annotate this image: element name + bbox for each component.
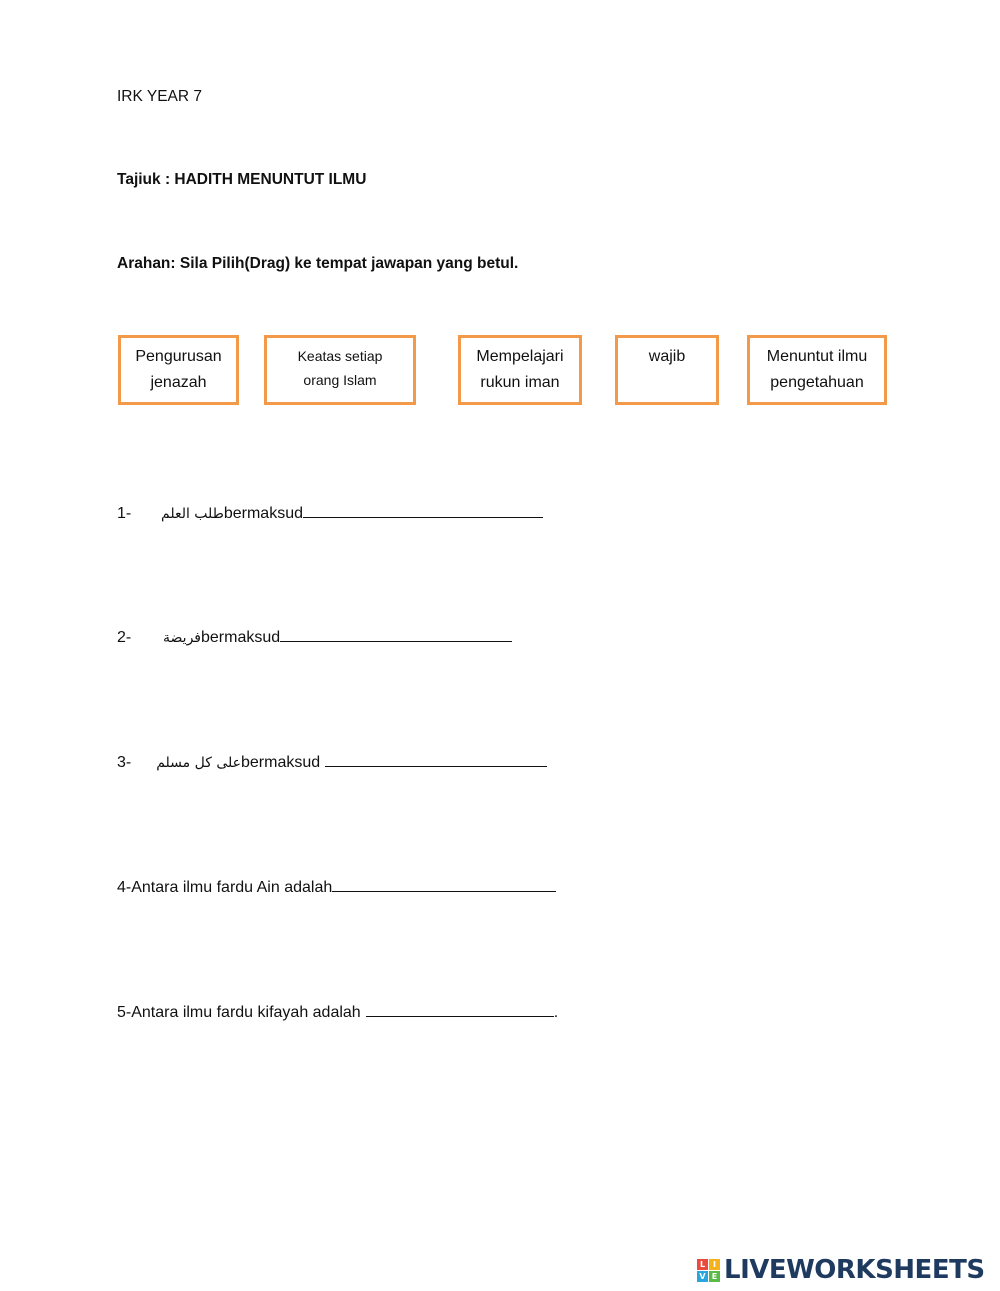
answer-option-line: pengetahuan bbox=[770, 374, 864, 391]
logo-letter: L bbox=[697, 1259, 708, 1270]
question-4 bbox=[117, 875, 556, 898]
answer-blank-3[interactable] bbox=[325, 750, 547, 767]
answer-option-line: Keatas setiap bbox=[297, 348, 383, 364]
answer-option-line: orang Islam bbox=[303, 372, 377, 388]
worksheet-title: Tajiuk : HADITH MENUNTUT ILMU bbox=[117, 171, 367, 188]
question-text: bermaksud bbox=[223, 505, 303, 522]
answer-option-line: rukun iman bbox=[480, 374, 560, 391]
instruction-text: Arahan: Sila Pilih(Drag) ke tempat jawapan yang betul. bbox=[117, 255, 519, 272]
answer-option-menuntut-ilmu-pengetahuan[interactable] bbox=[747, 335, 887, 405]
answer-option-line: wajib bbox=[648, 348, 686, 365]
logo-letter: E bbox=[709, 1271, 720, 1282]
question-number: 2- bbox=[117, 629, 132, 646]
answer-option-wajib[interactable] bbox=[615, 335, 719, 405]
question-text: Antara ilmu fardu Ain adalah bbox=[131, 879, 333, 896]
arabic-term: فريضة bbox=[163, 630, 201, 646]
answer-blank-1[interactable] bbox=[303, 501, 543, 518]
question-number: 4- bbox=[117, 879, 132, 896]
logo-text: LIVEWORKSHEETS bbox=[724, 1255, 985, 1285]
arabic-term: على كل مسلم bbox=[156, 755, 241, 771]
question-number: 5- bbox=[117, 1004, 132, 1021]
answer-option-line: Menuntut ilmu bbox=[766, 348, 868, 365]
question-text: Antara ilmu fardu kifayah adalah bbox=[131, 1004, 361, 1021]
answer-option-pengurusan-jenazah[interactable] bbox=[118, 335, 239, 405]
question-number: 3- bbox=[117, 754, 132, 771]
question-suffix: . bbox=[553, 1004, 559, 1021]
answer-option-line: jenazah bbox=[150, 374, 207, 391]
question-1 bbox=[117, 501, 543, 524]
logo-letter: V bbox=[697, 1271, 708, 1282]
question-3 bbox=[117, 750, 547, 773]
answer-option-mempelajari-rukun-iman[interactable] bbox=[458, 335, 582, 405]
question-5 bbox=[117, 1000, 558, 1023]
question-2 bbox=[117, 625, 512, 648]
logo-letter: I bbox=[709, 1259, 720, 1270]
question-text: bermaksud bbox=[241, 754, 321, 771]
answer-blank-4[interactable] bbox=[332, 875, 556, 892]
answer-blank-2[interactable] bbox=[280, 625, 512, 642]
answer-option-line: Pengurusan bbox=[135, 348, 222, 365]
answer-option-line: Mempelajari bbox=[476, 348, 564, 365]
answer-blank-5[interactable] bbox=[366, 1000, 554, 1017]
logo-mark-icon bbox=[697, 1259, 720, 1282]
arabic-term: طلب العلم bbox=[161, 506, 224, 522]
question-text: bermaksud bbox=[201, 629, 281, 646]
question-number: 1- bbox=[117, 505, 132, 522]
class-label: IRK YEAR 7 bbox=[117, 88, 203, 105]
liveworksheets-logo bbox=[697, 1255, 985, 1285]
answer-option-keatas-setiap-orang-islam[interactable] bbox=[264, 335, 416, 405]
